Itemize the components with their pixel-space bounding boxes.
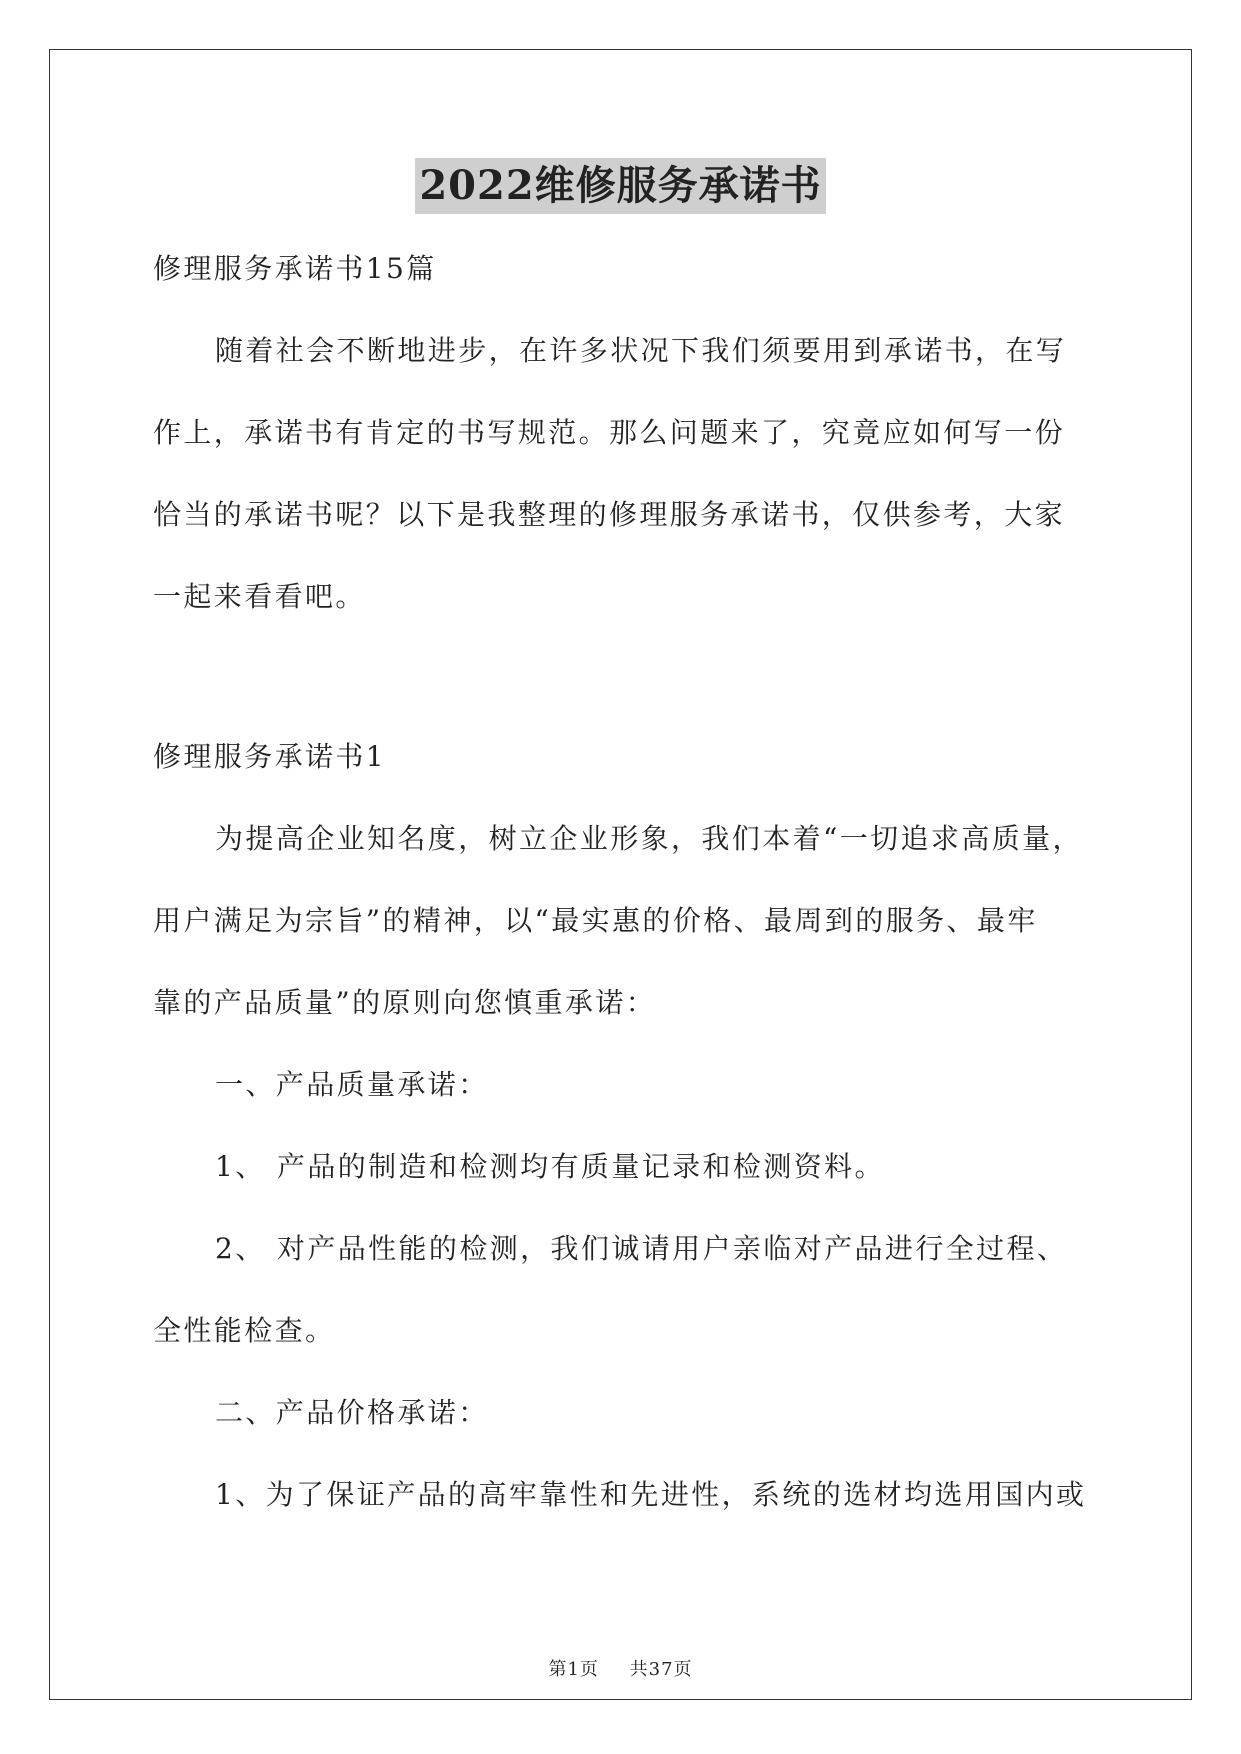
section-heading: 修理服务承诺书1: [153, 740, 387, 773]
document-body: [153, 228, 1093, 1536]
body-line: 为提高企业知名度，树立企业形象，我们本着“一切追求高质量，: [215, 822, 1083, 855]
body-line: 二、产品价格承诺：: [215, 1396, 489, 1429]
intro-line: 作上，承诺书有肯定的书写规范。那么问题来了，究竟应如何写一份: [153, 416, 1066, 449]
intro-line: 随着社会不断地进步，在许多状况下我们须要用到承诺书，在写: [215, 334, 1067, 367]
document-subtitle: 修理服务承诺书15篇: [153, 252, 437, 285]
body-line: 靠的产品质量”的原则向您慎重承诺：: [153, 986, 657, 1019]
paragraph-gap: [153, 638, 1093, 716]
page-footer: [0, 1655, 1241, 1681]
body-line: 1、为了保证产品的高牢靠性和先进性，系统的选材均选用国内或: [215, 1478, 1087, 1511]
intro-line: 一起来看看吧。: [153, 580, 366, 613]
document-title: 2022维修服务承诺书: [415, 158, 825, 214]
title-container: [0, 158, 1241, 214]
body-line: 全性能检查。: [153, 1314, 336, 1347]
body-line: 1、 产品的制造和检测均有质量记录和检测资料。: [215, 1150, 885, 1183]
body-line: 一、产品质量承诺：: [215, 1068, 489, 1101]
page-total: 共37页: [629, 1659, 693, 1680]
page-number: 第1页: [548, 1659, 599, 1680]
intro-line: 恰当的承诺书呢？以下是我整理的修理服务承诺书，仅供参考，大家: [153, 498, 1066, 531]
body-line: 2、 对产品性能的检测，我们诚请用户亲临对产品进行全过程、: [215, 1232, 1068, 1265]
body-line: 用户满足为宗旨”的精神，以“最实惠的价格、最周到的服务、最牢: [153, 904, 1038, 937]
